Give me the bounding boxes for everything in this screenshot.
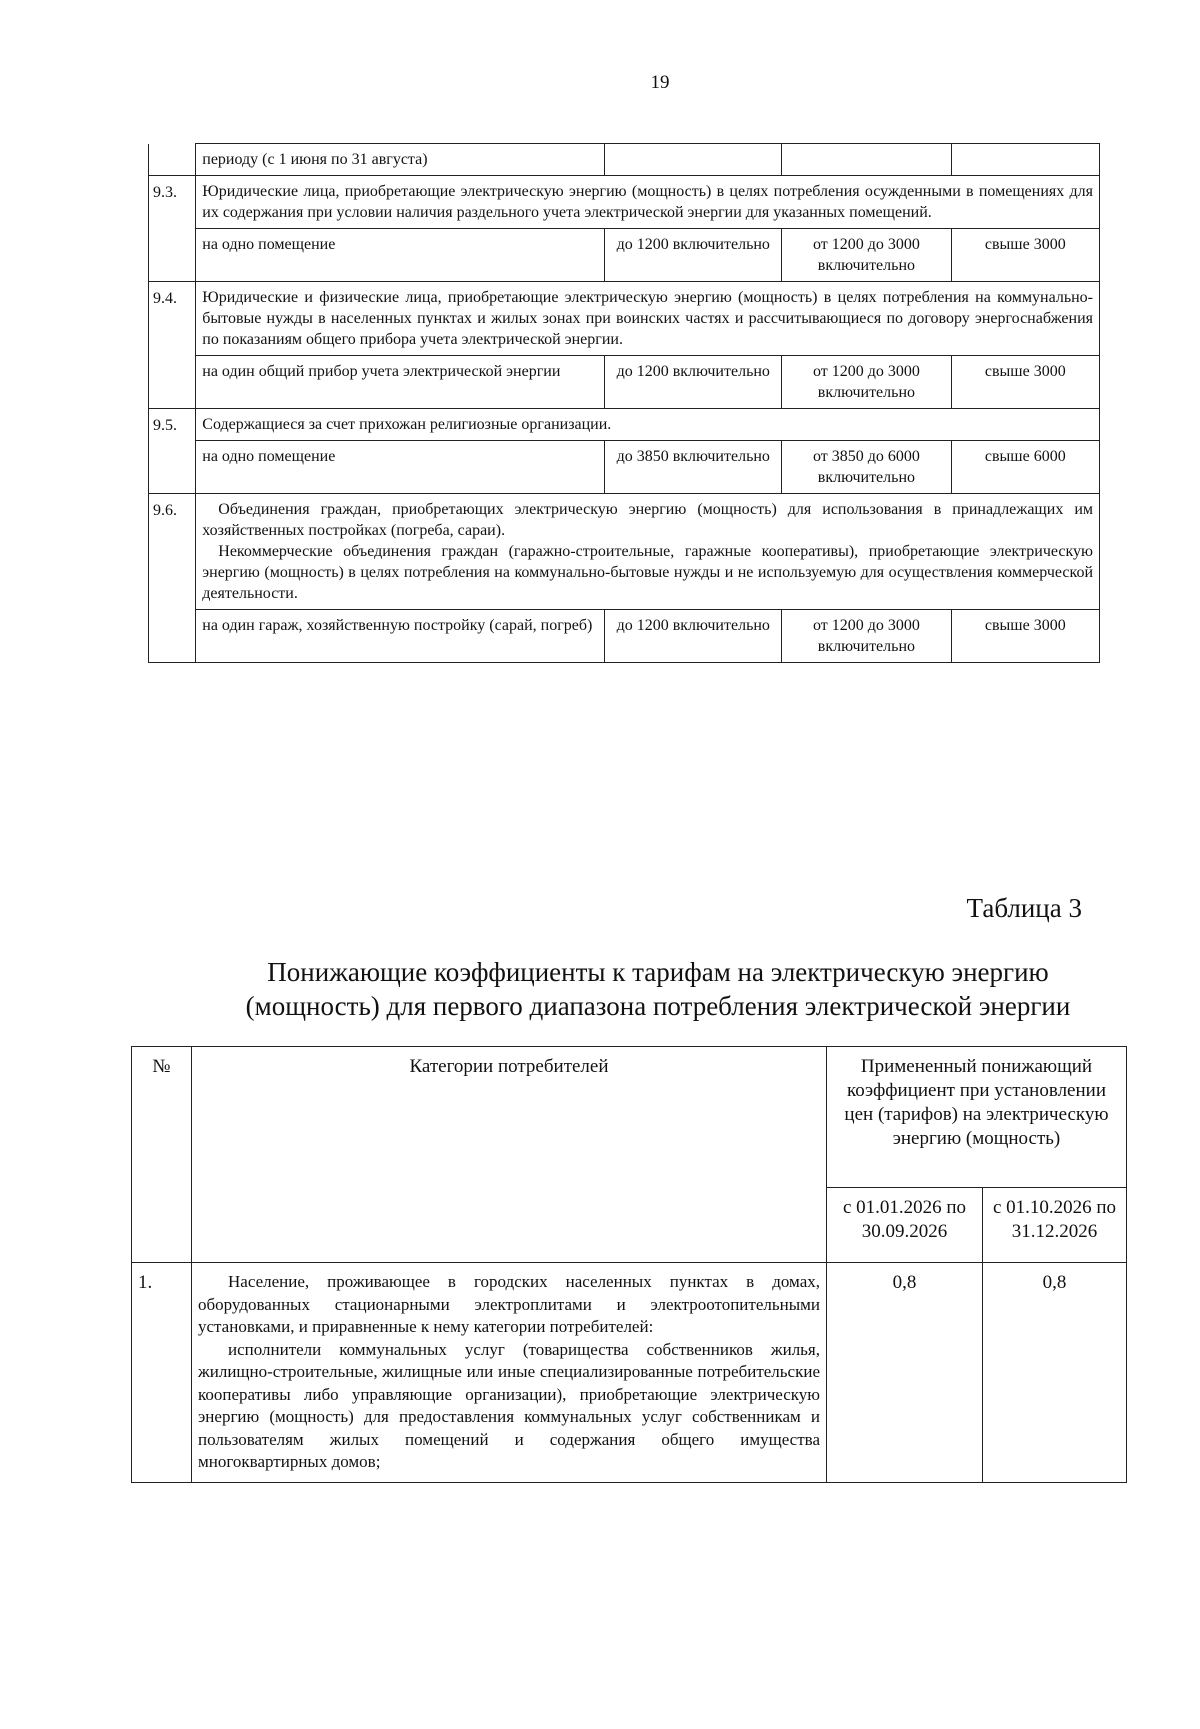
category-paragraph-2: исполнители коммунальных услуг (товарищества собственников жилья, жилищно-строительные, жилищные или иные специализированные потребительские кооперативы либо управляющие организации), приобретающие электрическую энергию (мощность) для предоставления коммунальных услуг собственникам и пользователям жилых помещений и содержания общего имущества многоквартирных домов;	[198, 1339, 820, 1471]
range-1: до 1200 включительно	[605, 610, 782, 663]
row-number: 9.4.	[149, 282, 196, 409]
category-paragraph-1: Население, проживающее в городских населенных пунктах в домах, оборудованных стационарными электроплитами и электроотопительными установками, и приравненные к нему категории потребителей:	[198, 1272, 820, 1336]
row-number	[149, 144, 196, 176]
header-number: №	[132, 1047, 192, 1263]
category-description	[192, 1263, 827, 1483]
table-header-row	[132, 1047, 1127, 1188]
range-2	[782, 144, 951, 176]
header-period-1: с 01.01.2026 по 30.09.2026	[827, 1188, 983, 1263]
range-1	[605, 144, 782, 176]
header-category: Категории потребителей	[192, 1047, 827, 1263]
table-row	[149, 409, 1100, 441]
table-label: Таблица 3	[966, 893, 1082, 923]
table-row	[149, 494, 1100, 610]
row-number: 1.	[132, 1263, 192, 1483]
table-row	[149, 229, 1100, 282]
range-label: на одно помещение	[196, 441, 605, 494]
coefficient-value-1: 0,8	[827, 1263, 983, 1483]
table-title: Понижающие коэффициенты к тарифам на электрическую энергию (мощность) для первого диапазона потребления электрической энергии	[245, 957, 1071, 1021]
coefficients-table	[131, 1046, 1127, 1483]
table-row	[149, 282, 1100, 356]
range-3: свыше 3000	[951, 229, 1099, 282]
range-2: от 1200 до 3000 включительно	[782, 229, 951, 282]
range-label: на одно помещение	[196, 229, 605, 282]
category-description: Содержащиеся за счет прихожан религиозные организации.	[196, 409, 1100, 441]
range-2: от 1200 до 3000 включительно	[782, 610, 951, 663]
category-description	[196, 494, 1100, 610]
category-paragraph-2: Некоммерческие объединения граждан (гаражно-строительные, гаражные кооперативы), приобретающие электрическую энергию (мощность) в целях потребления на коммунально-бытовые нужды и не используемую для осуществления коммерческой деятельности.	[202, 543, 1093, 602]
table-row	[149, 356, 1100, 409]
table-row	[149, 176, 1100, 229]
range-3: свыше 3000	[951, 610, 1099, 663]
category-paragraph-1: Объединения граждан, приобретающих электрическую энергию (мощность) для использования в принадлежащих им хозяйственных постройках (погреба, сараи).	[202, 501, 1093, 539]
row-number: 9.6.	[149, 494, 196, 663]
tariff-ranges-table	[148, 143, 1100, 663]
range-1: до 1200 включительно	[605, 356, 782, 409]
range-label: на один общий прибор учета электрической энергии	[196, 356, 605, 409]
range-2: от 3850 до 6000 включительно	[782, 441, 951, 494]
range-3: свыше 3000	[951, 356, 1099, 409]
range-3: свыше 6000	[951, 441, 1099, 494]
page-number: 19	[650, 72, 670, 93]
table-row	[149, 144, 1100, 176]
row-number: 9.3.	[149, 176, 196, 282]
category-description: Юридические и физические лица, приобретающие электрическую энергию (мощность) в целях потребления на коммунально-бытовые нужды в населенных пунктах и жилых зонах при воинских частях и рассчитывающиеся по договору энергоснабжения по показаниям общего прибора учета электрической энергии.	[196, 282, 1100, 356]
table-row	[149, 610, 1100, 663]
header-period-2: с 01.10.2026 по 31.12.2026	[983, 1188, 1127, 1263]
coefficient-value-2: 0,8	[983, 1263, 1127, 1483]
range-2: от 1200 до 3000 включительно	[782, 356, 951, 409]
category-description: Юридические лица, приобретающие электрическую энергию (мощность) в целях потребления осужденными в помещениях для их содержания при условии наличия раздельного учета электрической энергии для указанных помещений.	[196, 176, 1100, 229]
range-1: до 3850 включительно	[605, 441, 782, 494]
range-label: на один гараж, хозяйственную постройку (сарай, погреб)	[196, 610, 605, 663]
range-label: периоду (с 1 июня по 31 августа)	[196, 144, 605, 176]
table-row	[149, 441, 1100, 494]
header-coefficient: Примененный понижающий коэффициент при установлении цен (тарифов) на электрическую энергию (мощность)	[827, 1047, 1127, 1188]
table-row	[132, 1263, 1127, 1483]
row-number: 9.5.	[149, 409, 196, 494]
range-3	[951, 144, 1099, 176]
range-1: до 1200 включительно	[605, 229, 782, 282]
